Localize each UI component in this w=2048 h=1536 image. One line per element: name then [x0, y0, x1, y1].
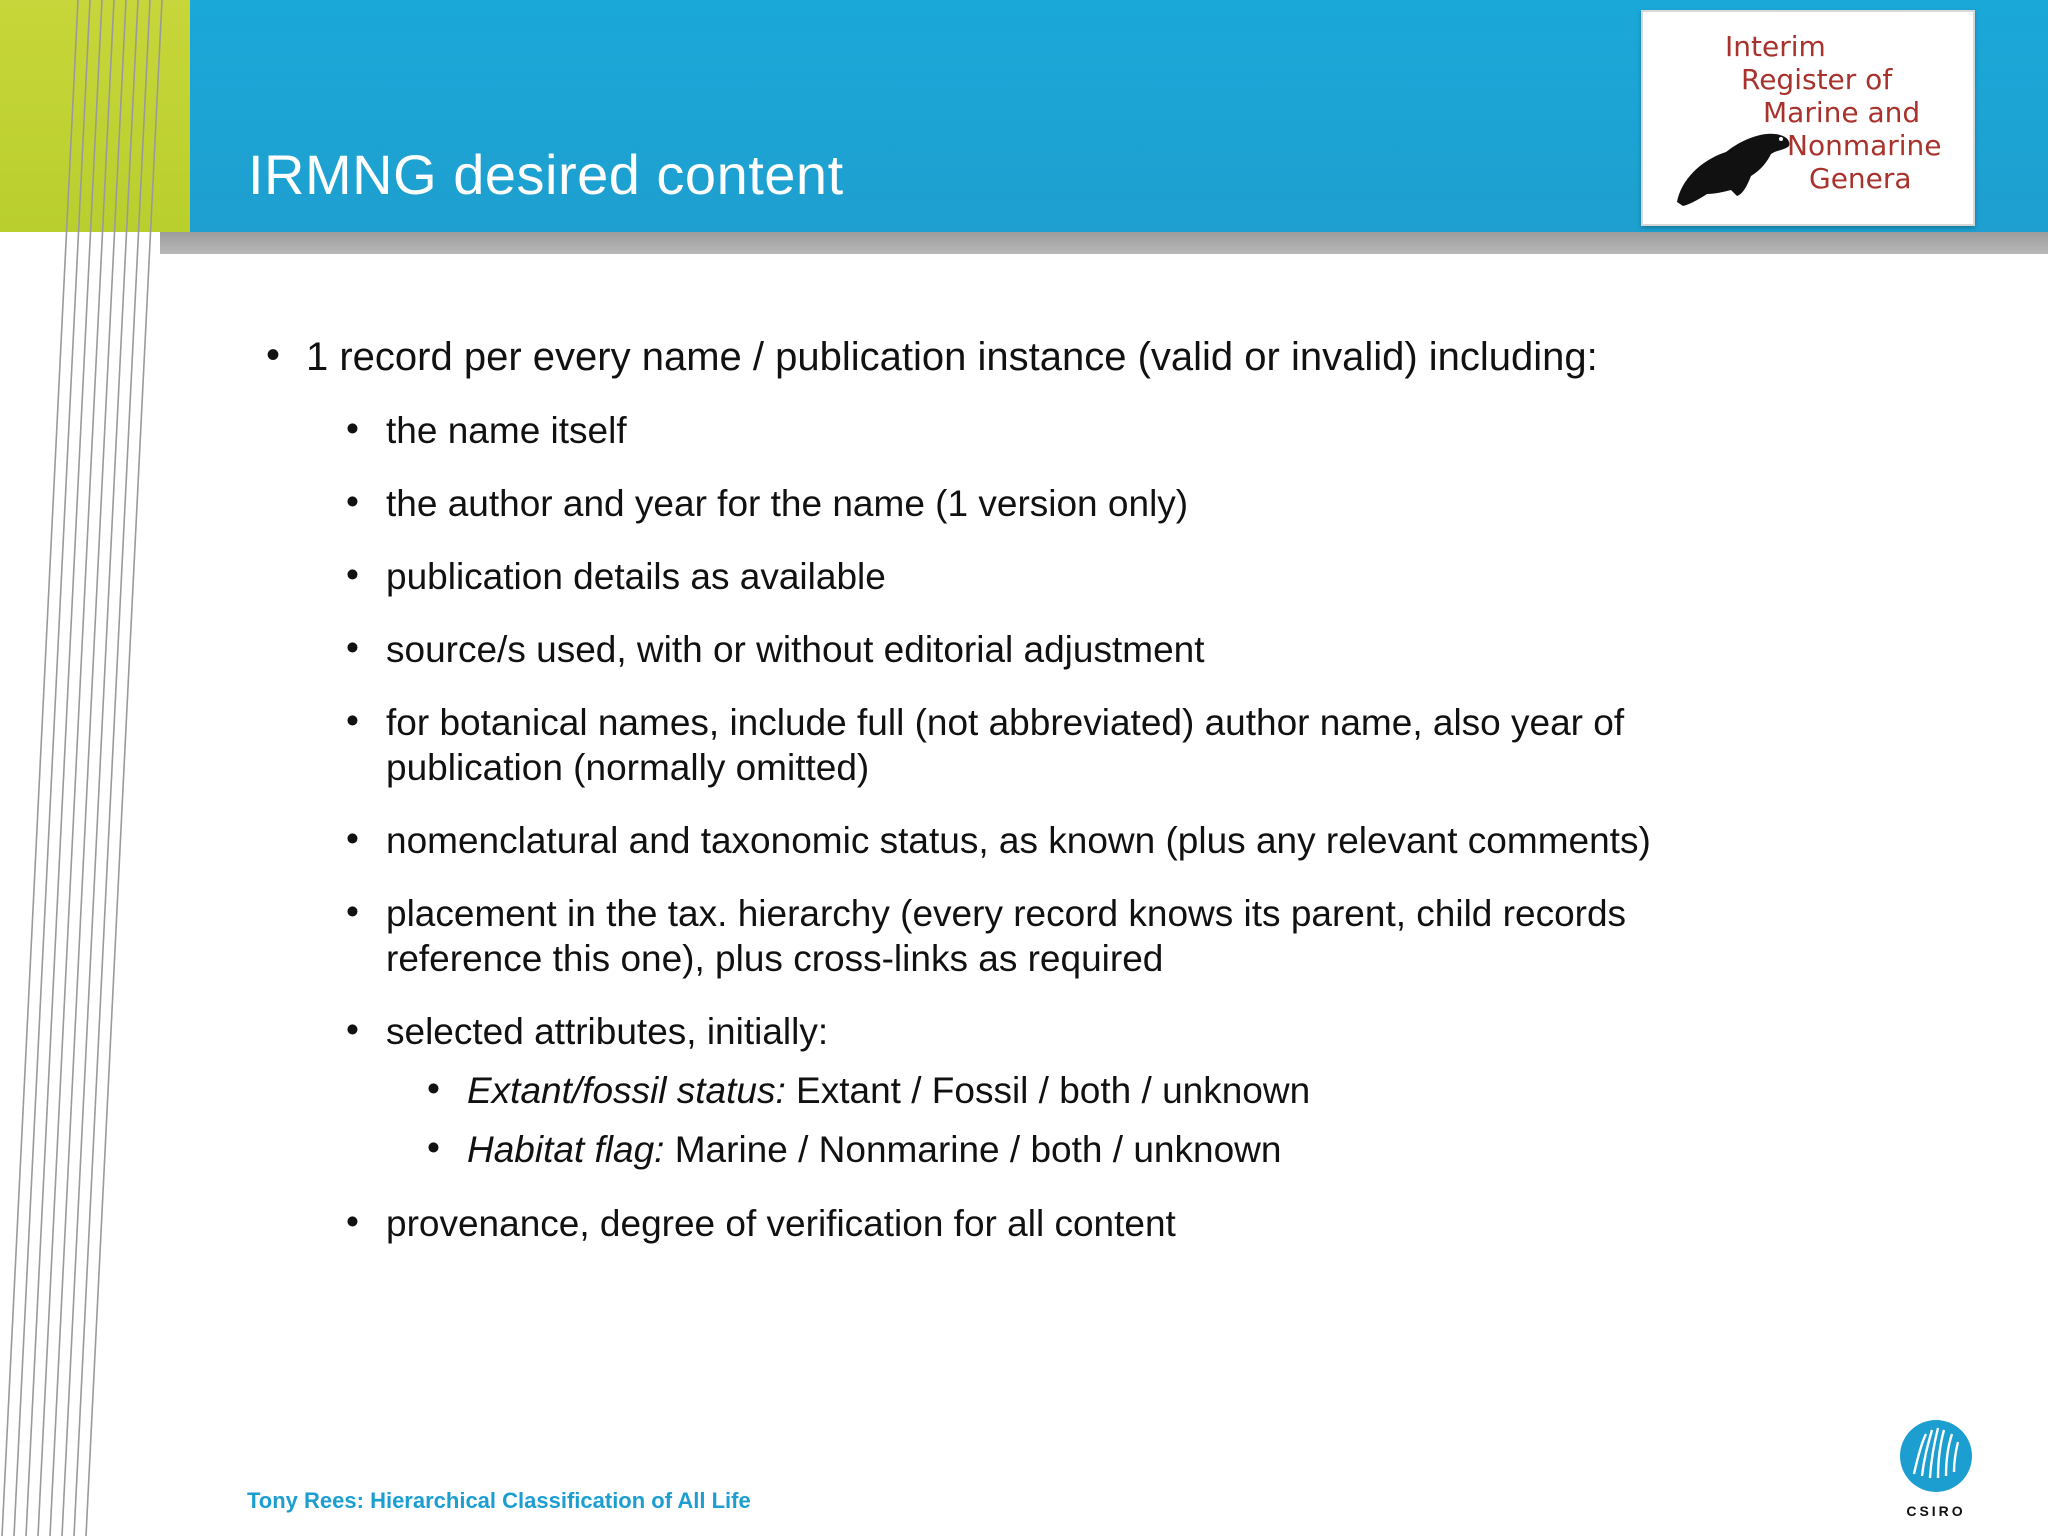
bullet-text: source/s used, with or without editorial adjustment: [386, 629, 1205, 670]
footer-text: Tony Rees: Hierarchical Classification of All Life: [247, 1488, 751, 1513]
sub-bullet: [346, 891, 1626, 981]
bullet-text: the name itself: [386, 410, 627, 451]
attribute-values: Marine / Nonmarine / both / unknown: [664, 1129, 1282, 1170]
bullet-text: [467, 1068, 1310, 1113]
bullet-text: provenance, degree of verification for all content: [386, 1203, 1176, 1244]
bullet-text: [386, 891, 1626, 981]
csiro-logo-icon: [1896, 1416, 1976, 1522]
bullet-marker: •: [346, 554, 359, 595]
bullet-text: 1 record per every name / publication instance (valid or invalid) including:: [306, 335, 1598, 379]
bullet-text-line: reference this one), plus cross-links as required: [386, 938, 1164, 979]
bullet-marker: •: [346, 627, 359, 668]
sub-bullet: [346, 554, 886, 599]
sub-bullet: [346, 1009, 828, 1054]
attribute-values: Extant / Fossil / both / unknown: [785, 1070, 1311, 1111]
bullet-main: [266, 333, 1598, 381]
sub-bullet: [346, 700, 1624, 790]
bullet-text: selected attributes, initially:: [386, 1011, 829, 1052]
logo-line-1: Interim: [1725, 30, 1826, 63]
bullet-text: publication details as available: [386, 556, 886, 597]
sub-bullet: [346, 481, 1188, 526]
bullet-text-line: for botanical names, include full (not abbreviated) author name, also year of: [386, 702, 1625, 743]
logo-line-5: Genera: [1809, 162, 1912, 195]
bullet-text: [467, 1127, 1281, 1172]
sub-bullet: [346, 408, 627, 453]
bullet-marker: •: [266, 333, 281, 377]
logo-line-3: Marine and: [1763, 96, 1921, 129]
bullet-text: nomenclatural and taxonomic status, as known (plus any relevant comments): [386, 820, 1651, 861]
bullet-marker: •: [346, 481, 359, 522]
sub-sub-bullet: [427, 1127, 1281, 1172]
sub-sub-bullet: [427, 1068, 1310, 1113]
bullet-marker: •: [346, 1009, 359, 1050]
bullet-marker: •: [346, 818, 359, 859]
bullet-marker: •: [346, 891, 359, 932]
bullet-marker: •: [346, 700, 359, 741]
attribute-term: Habitat flag:: [467, 1129, 665, 1170]
logo-line-2: Register of: [1741, 63, 1893, 96]
sub-bullet: [346, 818, 1651, 863]
bullet-text: [386, 700, 1624, 790]
bullet-marker: •: [346, 408, 359, 449]
logo-line-4: Nonmarine: [1787, 129, 1942, 162]
bullet-text-line: publication (normally omitted): [386, 747, 870, 788]
csiro-label: CSIRO: [1906, 1503, 1966, 1519]
bullet-text: the author and year for the name (1 version only): [386, 483, 1189, 524]
sub-bullet: [346, 627, 1205, 672]
slide-title: IRMNG desired content: [248, 143, 844, 206]
bullet-marker: •: [427, 1068, 440, 1109]
bullet-text-line: placement in the tax. hierarchy (every record knows its parent, child records: [386, 893, 1627, 934]
sub-bullet: [346, 1201, 1176, 1246]
bullet-marker: •: [346, 1201, 359, 1242]
bullet-marker: •: [427, 1127, 440, 1168]
attribute-term: Extant/fossil status:: [467, 1070, 786, 1111]
